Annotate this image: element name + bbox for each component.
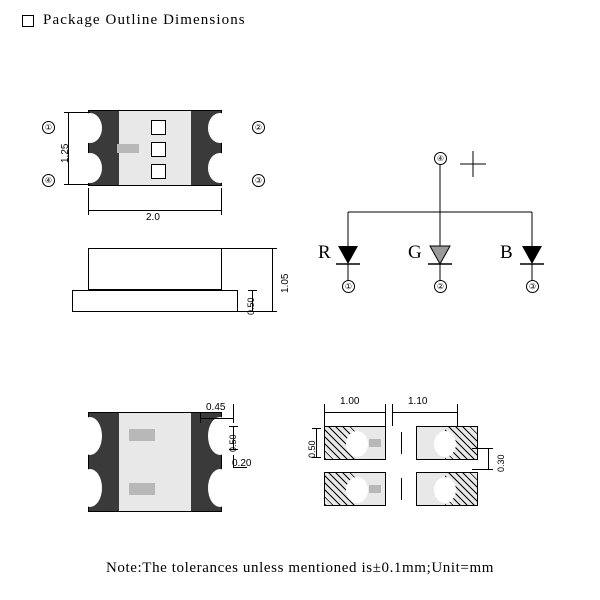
side-view-base [72, 290, 238, 312]
pin-marker-4: ④ [42, 174, 55, 187]
lp-dim-100-label: 1.00 [340, 396, 360, 407]
lp-ext-110-right [457, 404, 458, 426]
dim-050-arrow-top [229, 426, 238, 427]
lp-dim-110-line [392, 412, 458, 413]
lp-ext-100-left [324, 404, 325, 426]
ext-line-right [221, 188, 222, 210]
bottom-view-body [88, 412, 222, 512]
lp-pad-lower-left [324, 472, 386, 506]
recommended-land-pattern [307, 390, 542, 520]
lp-pad-upper-left [324, 426, 386, 460]
bottom-notch-right-bottom [208, 469, 232, 507]
chip-square-3 [151, 164, 166, 179]
ext-total-top [222, 248, 274, 249]
ext-line-bottom [68, 184, 90, 185]
page-title [22, 12, 246, 29]
lp-dim-100-line [324, 412, 386, 413]
lp-center-sep-upper [401, 432, 402, 454]
lp-pad-upper-right [416, 426, 478, 460]
notch-left-bottom [78, 153, 102, 183]
dim-total-height-label: 1.05 [280, 273, 291, 293]
ext-line-left [88, 188, 89, 210]
dim-050-label: 0.50 [228, 434, 238, 452]
note-text: Note:The tolerances unless mentioned is±0.1mm;Unit=mm [105, 560, 494, 576]
notch-left-top [78, 113, 102, 143]
lp-ext-030-top [472, 448, 492, 449]
lp-pad-lower-right [416, 472, 478, 506]
lp-notch-upper-right [434, 431, 456, 457]
schematic-pin-2: ② [434, 280, 447, 293]
dim-width-line [88, 210, 222, 211]
lp-ext-110-left [392, 404, 393, 426]
dim-base-height-arrow-top [248, 290, 257, 291]
schematic-pin-3: ③ [526, 280, 539, 293]
pin-marker-1: ① [42, 121, 55, 134]
dim-045-label: 0.45 [206, 402, 226, 413]
bottom-notch-left-bottom [78, 469, 102, 507]
pin-marker-3: ③ [252, 174, 265, 187]
diode-label-g: G [408, 242, 422, 263]
dim-045-ext-left [200, 412, 201, 422]
lp-ext-030-bottom [472, 469, 492, 470]
dim-020-label: 0.20 [232, 458, 252, 469]
chip-square-2 [151, 142, 166, 157]
chip-square-1 [151, 120, 166, 135]
lp-dim-110-label: 1.10 [408, 396, 428, 407]
square-bullet-icon [22, 15, 34, 27]
lp-dim-050-arrow-top [312, 428, 321, 429]
dim-total-height-line [272, 248, 273, 312]
side-view-upper-body [88, 248, 222, 290]
schematic-pin-1: ① [342, 280, 355, 293]
lp-dim-030-line [488, 448, 489, 470]
top-view-body [88, 110, 222, 186]
lp-notch-lower-left [346, 477, 368, 503]
bottom-lead-upper [129, 429, 155, 441]
lp-ext-100-right [385, 404, 386, 426]
schematic-pin-4: ④ [434, 152, 447, 165]
diode-label-r: R [318, 242, 331, 263]
lp-center-sep-lower [401, 478, 402, 500]
notch-right-bottom [208, 153, 232, 183]
lp-lead-lower-left [369, 485, 381, 493]
dim-045-ext-right [233, 404, 234, 422]
page-title-label: Package Outline Dimensions [43, 12, 246, 28]
pin-marker-2: ② [252, 121, 265, 134]
dim-height-label: 1.25 [60, 143, 71, 163]
lp-dim-030-label: 0.30 [496, 454, 506, 472]
lp-notch-upper-left [346, 431, 368, 457]
bottom-notch-left-top [78, 417, 102, 455]
ext-line-top [68, 112, 90, 113]
bottom-lead-lower [129, 483, 155, 495]
diode-label-b: B [500, 242, 513, 263]
lp-notch-lower-right [434, 477, 456, 503]
dim-base-height-label: 0.50 [246, 297, 256, 315]
dim-045-line [200, 418, 234, 419]
lp-lead-upper-left [369, 439, 381, 447]
led-schematic [300, 140, 580, 320]
lp-dim-050-label: 0.50 [307, 440, 317, 458]
lead-strip [117, 144, 139, 153]
schematic-svg [300, 140, 580, 330]
dim-width-label: 2.0 [146, 212, 160, 223]
notch-right-top [208, 113, 232, 143]
